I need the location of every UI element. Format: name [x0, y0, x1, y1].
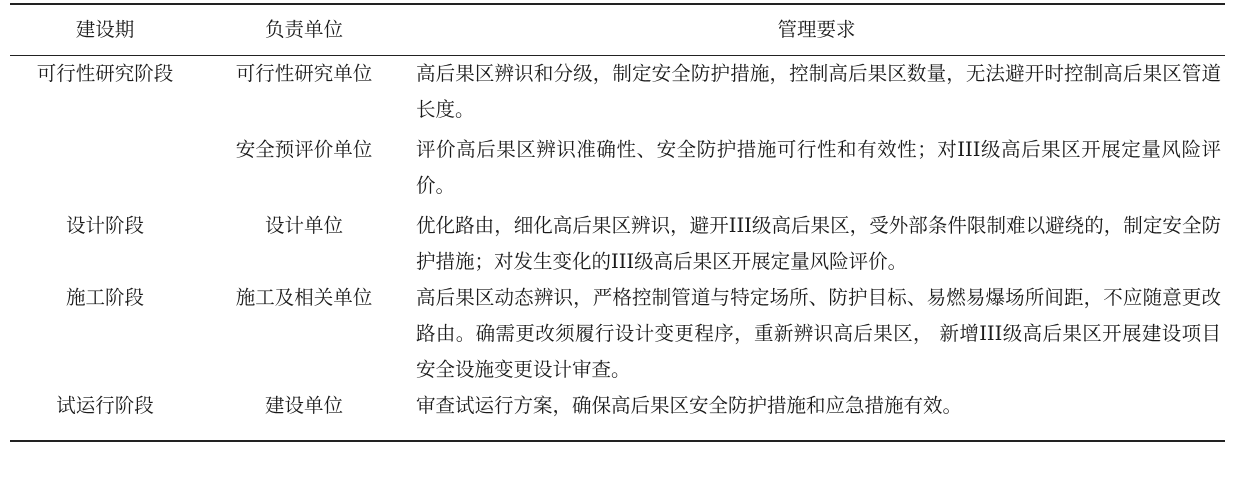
stage-cell: 设计阶段: [65, 214, 144, 237]
requirement-cell: 高后果区动态辨识，严格控制管道与特定场所、防护目标、易燃易爆场所间距，不应随意更改路由。确需更改须履行设计变更程序，重新辨识高后果区， 新增III级高后果区开展建设项目安全设施变更设计审查。: [416, 286, 1221, 381]
management-requirements-table: [10, 3, 1225, 442]
stage-cell: 试运行阶段: [10, 388, 200, 441]
header-row: [10, 4, 1225, 56]
header-unit: 负责单位: [200, 4, 408, 56]
unit-cell: 施工及相关单位: [235, 286, 373, 309]
table-row: [10, 280, 1225, 388]
requirement-cell: 高后果区辨识和分级，制定安全防护措施，控制高后果区数量，无法避开时控制高后果区管道长度。: [416, 62, 1221, 121]
table-row: [10, 208, 1225, 280]
header-stage: 建设期: [10, 4, 200, 56]
header-requirement: 管理要求: [408, 4, 1225, 56]
unit-cell: 设计单位: [264, 214, 343, 237]
unit-cell: 安全预评价单位: [235, 138, 373, 161]
requirement-cell: 审查试运行方案，确保高后果区安全防护措施和应急措施有效。: [408, 388, 1225, 441]
table-row: [10, 388, 1225, 441]
table-header: [10, 4, 1225, 56]
table-row: [10, 132, 1225, 208]
requirement-cell: 优化路由，细化高后果区辨识，避开III级高后果区，受外部条件限制难以避绕的，制定安全防护措施；对发生变化的III级高后果区开展定量风险评价。: [416, 214, 1221, 273]
unit-cell: 建设单位: [200, 388, 408, 441]
requirement-cell: 评价高后果区辨识准确性、安全防护措施可行性和有效性；对III级高后果区开展定量风险评价。: [416, 138, 1221, 197]
stage-cell: 施工阶段: [65, 286, 144, 309]
unit-cell: 可行性研究单位: [235, 62, 373, 85]
table-body: [10, 56, 1225, 442]
stage-cell: [10, 132, 200, 208]
stage-cell: 可行性研究阶段: [36, 62, 174, 85]
table-row: [10, 56, 1225, 133]
